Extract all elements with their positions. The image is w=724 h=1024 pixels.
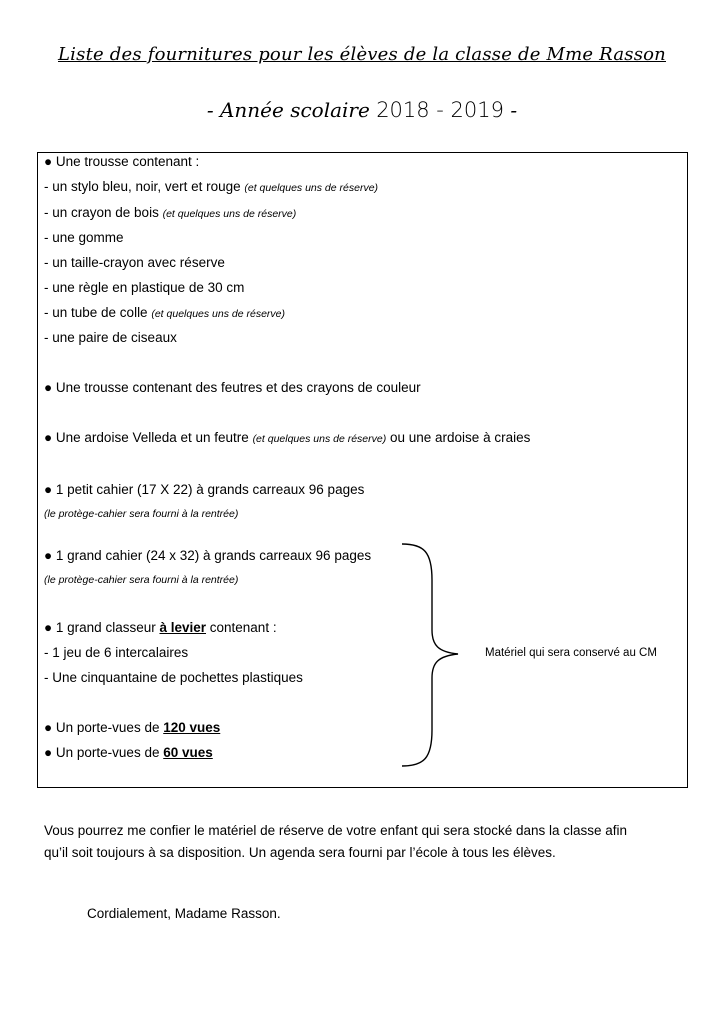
list-item-binder [44,620,277,636]
item-emphasis: à levier [159,620,207,635]
item-text: - un tube de colle [44,305,148,320]
list-item-sharpener: - un taille-crayon avec réserve [44,255,225,270]
item-text-end: ou une ardoise à craies [390,430,531,445]
item-note: (et quelques uns de réserve) [151,308,286,320]
footer-paragraph-line-2: qu’il soit toujours à sa disposition. Un agenda sera fourni par l’école à tous les élèves. [44,845,556,860]
list-item-slate [44,430,530,447]
item-emphasis: 120 vues [163,720,221,735]
document-title: Liste des fournitures pour les élèves de la classe de Mme Rasson [58,44,666,65]
list-item-dividers: - 1 jeu de 6 intercalaires [44,645,189,660]
item-note: (et quelques uns de réserve) [162,208,297,220]
list-item-small-notebook-note: (le protège-cahier sera fourni à la rentrée) [44,508,239,520]
list-item-pencil [44,205,296,222]
list-item-felt-pens: ● Une trousse contenant des feutres et des crayons de couleur [44,380,421,395]
list-item-folder-120 [44,720,220,736]
item-emphasis: 60 vues [163,745,213,760]
list-item-pens [44,179,378,196]
list-item-sleeves: - Une cinquantaine de pochettes plastiques [44,670,303,685]
item-text: ● Un porte-vues de [44,720,164,735]
list-item-large-notebook: ● 1 grand cahier (24 x 32) à grands carreaux 96 pages [44,548,372,563]
list-item-eraser: - une gomme [44,230,124,245]
item-text-end: contenant : [206,620,277,635]
school-year-suffix: - [504,98,518,122]
school-year-prefix: - Année scolaire [206,98,377,122]
school-year-value: 2018 - 2019 [376,98,505,122]
school-year [0,98,724,122]
curly-brace-icon [400,540,470,770]
list-item-ruler: - une règle en plastique de 30 cm [44,280,245,295]
footer-paragraph-line-1: Vous pourrez me confier le matériel de réserve de votre enfant qui sera stocké dans la classe afin [44,823,628,838]
brace-label: Matériel qui sera conservé au CM [485,647,657,659]
item-text: ● Une ardoise Velleda et un feutre [44,430,249,445]
list-item-small-notebook: ● 1 petit cahier (17 X 22) à grands carreaux 96 pages [44,482,365,497]
item-note: (et quelques uns de réserve) [244,182,379,194]
list-item-scissors: - une paire de ciseaux [44,330,177,345]
list-item-pencil-case: ● Une trousse contenant : [44,154,200,169]
signature: Cordialement, Madame Rasson. [87,906,281,921]
list-item-folder-60 [44,745,213,761]
item-note: (et quelques uns de réserve) [252,433,387,445]
list-item-large-notebook-note: (le protège-cahier sera fourni à la rentrée) [44,574,239,586]
supplies-box [37,152,688,788]
list-item-glue [44,305,285,322]
item-text: ● Un porte-vues de [44,745,164,760]
item-text: - un crayon de bois [44,205,159,220]
item-text: - un stylo bleu, noir, vert et rouge [44,179,241,194]
item-text: ● 1 grand classeur [44,620,160,635]
